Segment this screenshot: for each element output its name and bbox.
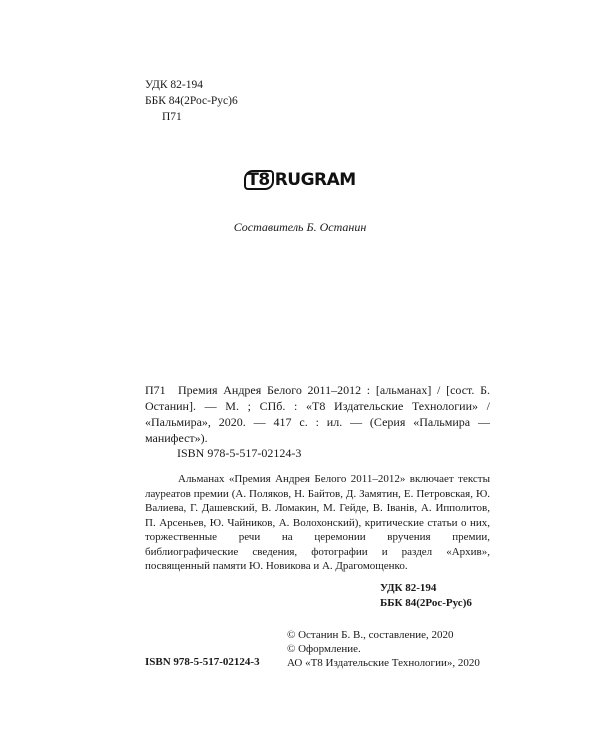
isbn-bottom: ISBN 978-5-517-02124-3: [145, 656, 260, 668]
compiler-line: Составитель Б. Останин: [233, 220, 367, 234]
bbk-code: ББК 84(2Рос-Рус)6: [145, 95, 238, 107]
udk-code-bottom: УДК 82-194: [380, 582, 437, 594]
record-code: П71: [145, 383, 166, 397]
publisher-logo: [0, 170, 600, 190]
classification-block-top: [145, 77, 238, 125]
record-text: Премия Андрея Белого 2011–2012 : [альманах] / [сост. Б. Останин]. — М. ; СПб. : «Т8 Издательские Технологии» / «Пальмира», 2020. — 417 с. : ил. — (Серия «Пальмира — манифест»).: [145, 383, 490, 445]
author-mark: П71: [162, 111, 182, 123]
bibliographic-record: [145, 382, 490, 446]
annotation: Альманах «Премия Андрея Белого 2011–2012» включает тексты лауреатов премии (А. Поляков, Н. Байтов, Д. Замятин, Е. Петровская, Ю. Валиева, Г. Дашевский, В. Ломакин, М. Гейде, В. Іванів, А. Ипполитов, П. Арсеньев, Ю. Чайников, А. Волохонский), критические статьи о них, торжественные речи на церемонии вручения премии, библиографические сведения, фотографии и раздел «Архив», посвященный памяти Ю. Новикова и А. Драгомощенко.: [145, 473, 490, 572]
logo-name: RUGRAM: [274, 170, 356, 190]
classification-block-bottom: [380, 581, 472, 611]
copyright-line-1: © Останин Б. В., составление, 2020: [287, 629, 454, 641]
bbk-code-bottom: ББК 84(2Рос-Рус)6: [380, 597, 472, 609]
copyright-line-3: АО «Т8 Издательские Технологии», 2020: [287, 657, 480, 669]
udk-code: УДК 82-194: [145, 79, 203, 91]
logo-mark: T8: [244, 170, 273, 190]
copyright-block: [287, 628, 480, 670]
copyright-line-2: © Оформление.: [287, 643, 361, 655]
record-isbn: ISBN 978-5-517-02124-3: [177, 446, 302, 460]
